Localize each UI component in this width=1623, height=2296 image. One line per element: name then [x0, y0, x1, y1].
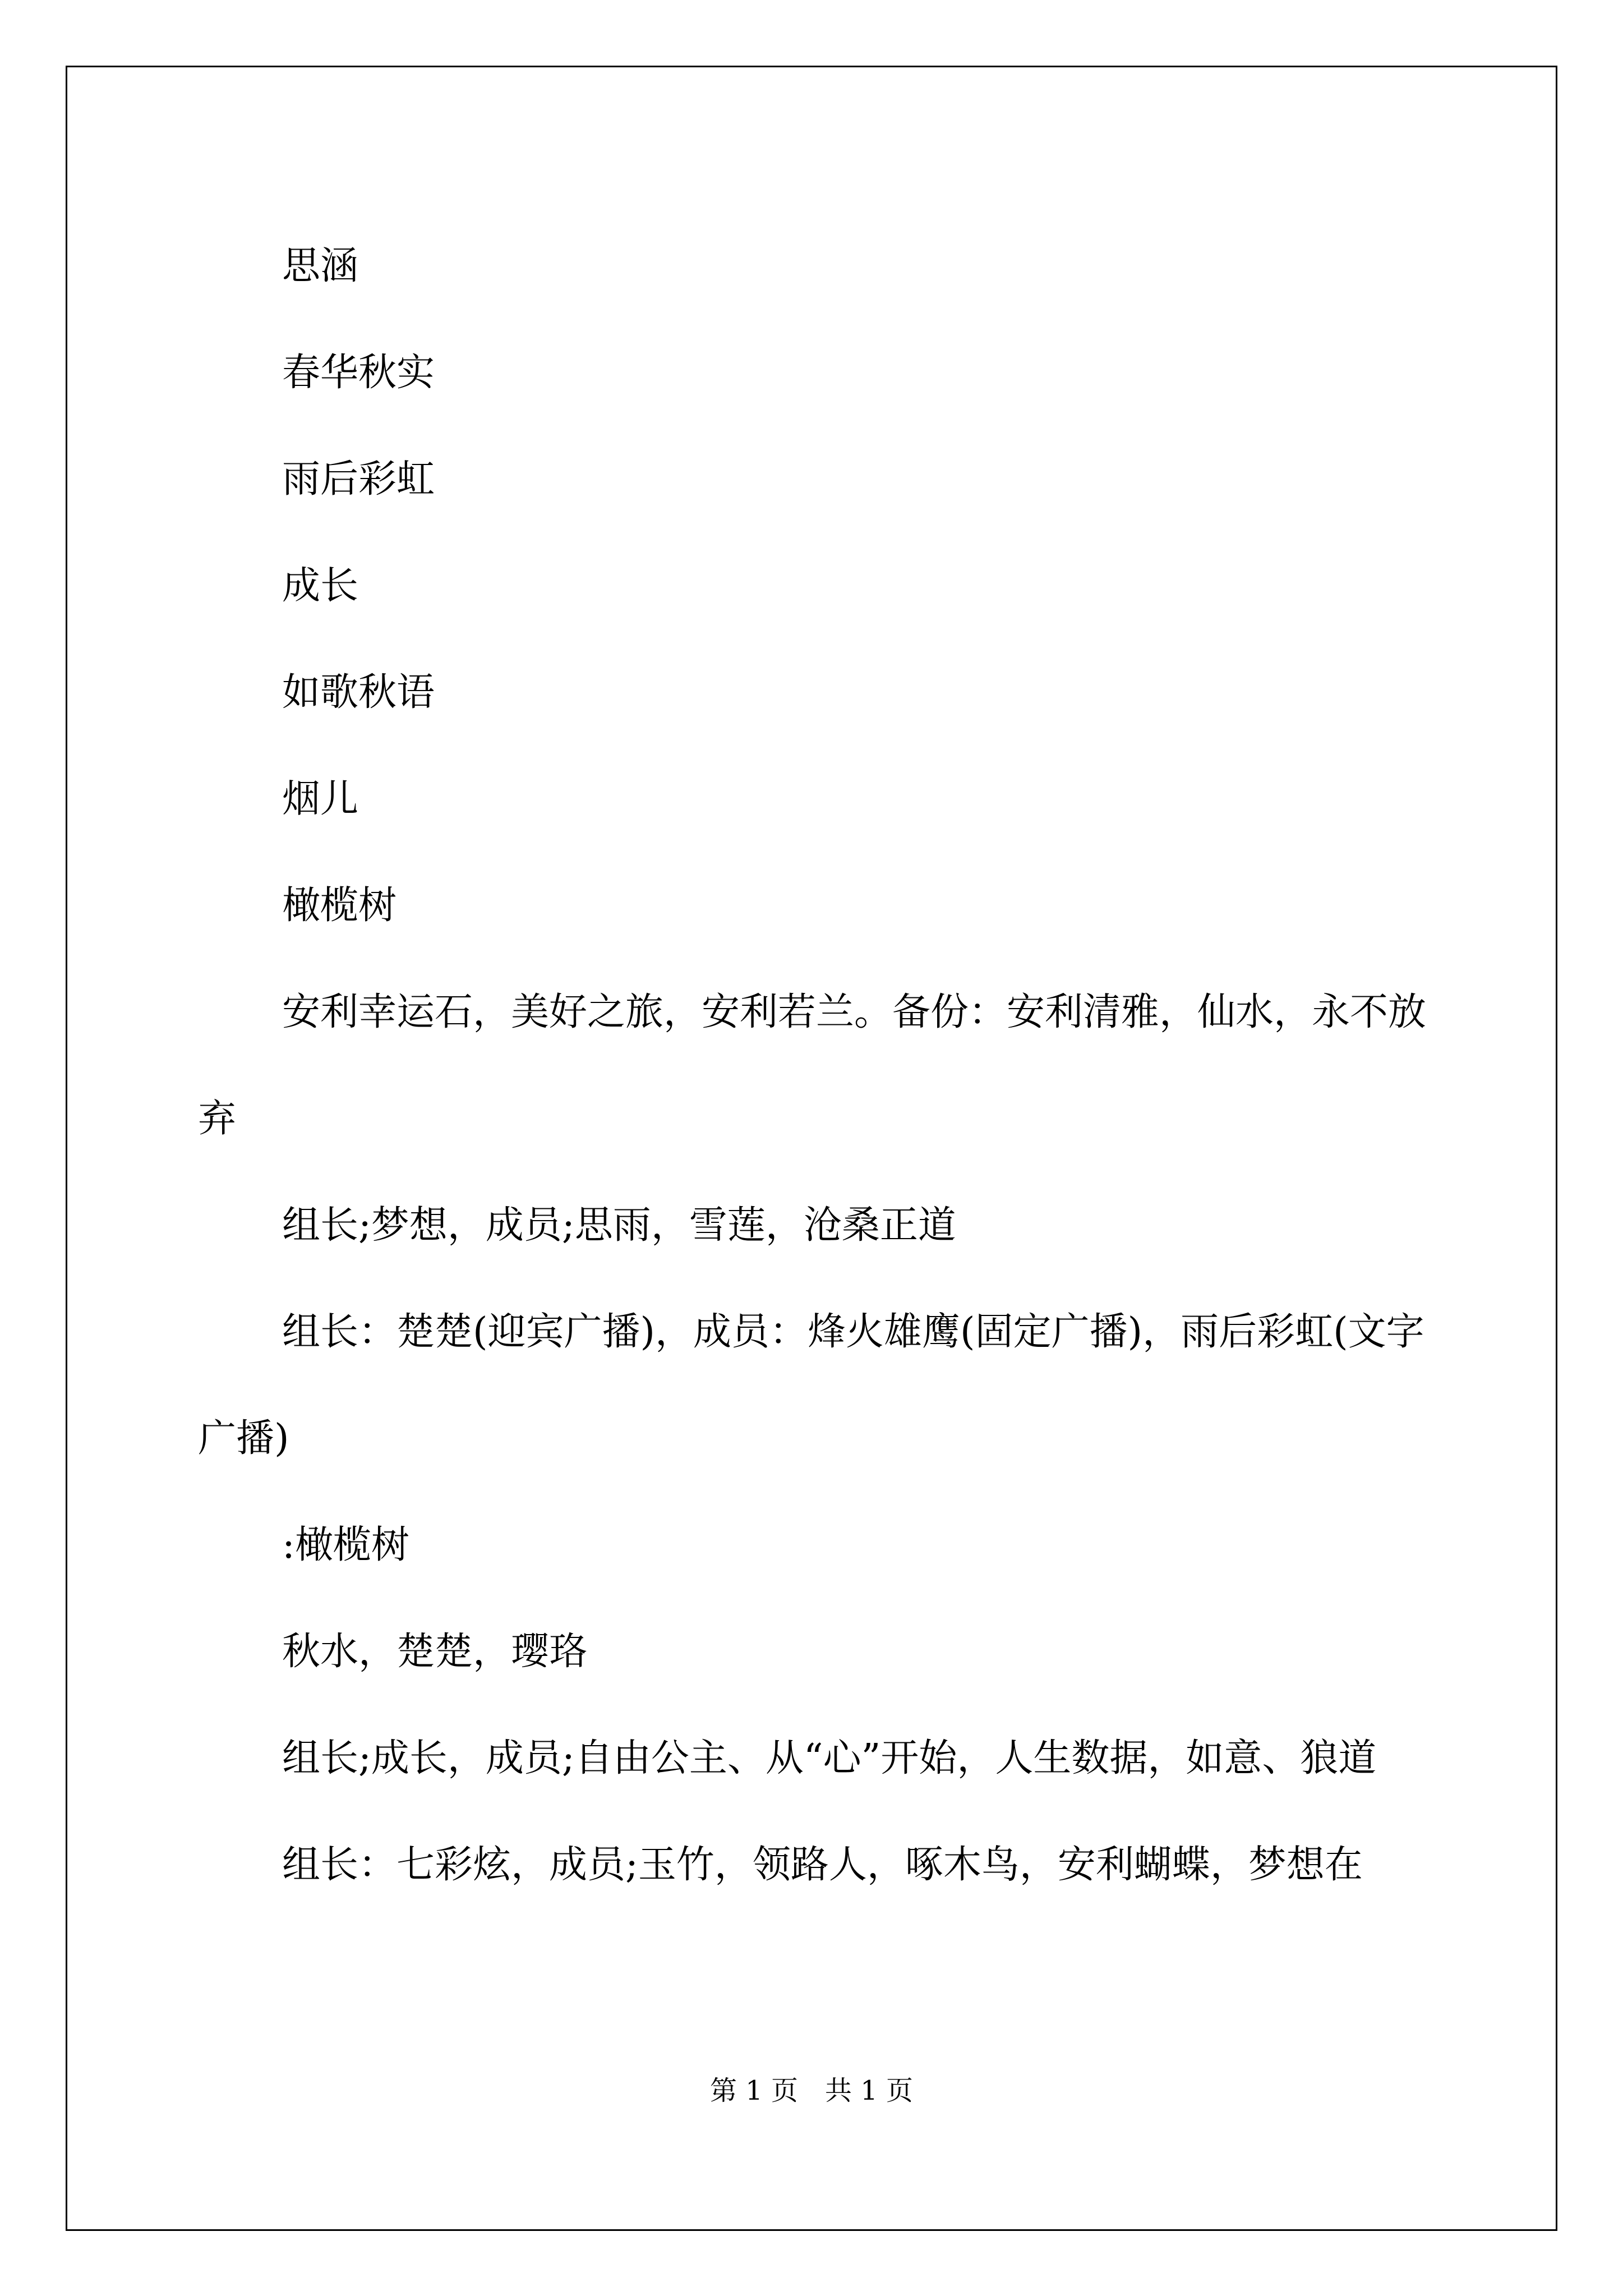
paragraph: 组长;梦想，成员;思雨，雪莲，沧桑正道 — [282, 1203, 956, 1248]
paragraph: 组长：楚楚(迎宾广播)，成员：烽火雄鹰(固定广播)，雨后彩虹(文字广播) — [198, 1310, 1424, 1461]
paragraph: 橄榄树 — [282, 884, 397, 928]
paragraph: 成长 — [282, 564, 359, 608]
document-body — [198, 213, 1432, 1918]
paragraph: 组长：七彩炫，成员;玉竹，领路人，啄木鸟，安利蝴蝶，梦想在 — [282, 1843, 1363, 1887]
paragraph: 春华秋实 — [282, 351, 435, 395]
paragraph: 雨后彩虹 — [282, 457, 435, 501]
page-footer: 第 1 页 共 1 页 — [709, 2075, 914, 2106]
paragraph: 烟儿 — [282, 777, 359, 821]
paragraph: 思涵 — [282, 244, 359, 288]
paragraph: 安利幸运石，美好之旅，安利若兰。备份：安利清雅，仙水，永不放弃 — [198, 990, 1427, 1141]
paragraph: 组长;成长，成员;自由公主、从“心”开始，人生数据，如意、狼道 — [282, 1736, 1377, 1780]
paragraph: :橄榄树 — [282, 1523, 409, 1567]
paragraph: 秋水，楚楚，璎珞 — [282, 1630, 588, 1674]
paragraph: 如歌秋语 — [282, 670, 435, 715]
